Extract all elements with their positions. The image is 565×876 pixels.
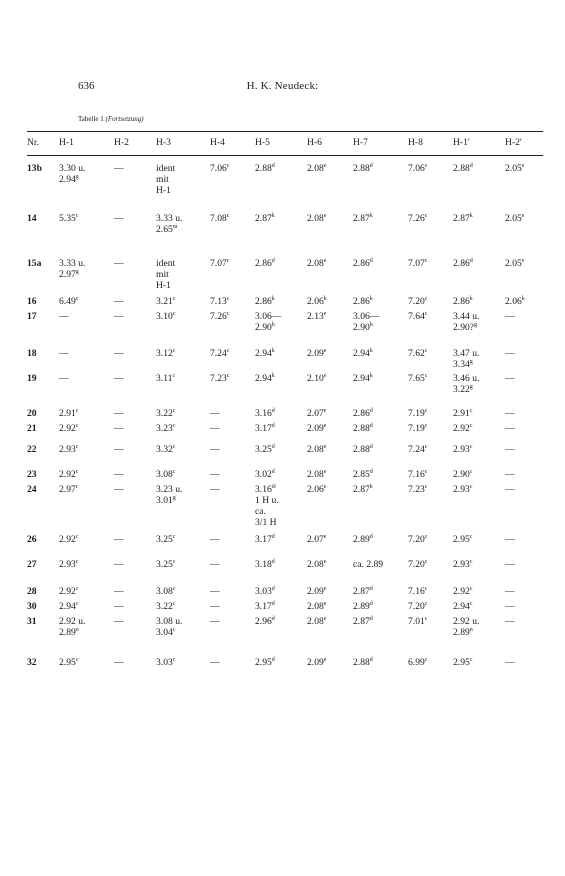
compound-number: 21 <box>27 423 37 434</box>
shift-value: — <box>210 444 220 455</box>
table-row <box>27 444 543 469</box>
shift-value: 7.01$^c$ <box>408 615 428 627</box>
shift-value: — <box>505 348 515 359</box>
compound-number: 30 <box>27 601 37 612</box>
shift-value: 2.94$^k$ <box>353 372 373 384</box>
shift-value: 2.06$^k$ <box>505 295 525 307</box>
shift-value: 2.87$^k$ <box>453 212 473 224</box>
shift-value: 2.05e <box>505 162 525 174</box>
shift-value: 2.06$^k$ <box>307 295 327 307</box>
shift-value: — <box>114 601 124 612</box>
shift-value: 2.95$^c$ <box>59 656 79 668</box>
compound-number: 19 <box>27 373 37 384</box>
shift-value: 2.91$^c$ <box>59 407 79 419</box>
shift-value: — <box>505 586 515 597</box>
nmr-data-table <box>27 131 543 682</box>
shift-value: 3.08 u. 3.04$^c$ <box>156 616 183 638</box>
table-body <box>27 155 543 682</box>
shift-value: 3.03$^c$ <box>156 656 176 668</box>
shift-value: — <box>505 408 515 419</box>
shift-value: — <box>210 534 220 545</box>
shift-value: 2.09e <box>307 585 327 597</box>
shift-value: 2.86$^d$ <box>255 257 275 269</box>
shift-value: 7.20$^c$ <box>408 295 428 307</box>
shift-value: 2.07e <box>307 407 327 419</box>
shift-value: 7.06$^c$ <box>408 162 428 174</box>
compound-number: 22 <box>27 444 37 455</box>
shift-value: 2.85$^d$ <box>353 468 373 480</box>
shift-value: — <box>505 559 515 570</box>
compound-number: 14 <box>27 213 37 224</box>
column-header: H-2′ <box>505 137 523 148</box>
shift-value: — <box>114 296 124 307</box>
shift-value: 3.23$^c$ <box>156 422 176 434</box>
shift-value: — <box>114 484 124 495</box>
table-row <box>27 296 543 311</box>
shift-value: 7.06$^c$ <box>210 162 230 174</box>
shift-value: 2.91$^c$ <box>453 407 473 419</box>
shift-value: 2.86$^k$ <box>453 295 473 307</box>
shift-value: 2.09e <box>307 656 327 668</box>
shift-value: 7.26$^c$ <box>210 310 230 322</box>
shift-value: 3.06— 2.90$^h$ <box>353 311 380 333</box>
compound-number: 32 <box>27 657 37 668</box>
shift-value: 7.24$^c$ <box>408 443 428 455</box>
caption-continuation: (Fortsetzung) <box>105 115 144 123</box>
shift-value: 2.95$^c$ <box>453 533 473 545</box>
shift-value: 2.08e <box>307 468 327 480</box>
shift-value: ident mit H-1 <box>156 258 176 291</box>
shift-value: 2.92$^c$ <box>453 585 473 597</box>
shift-value: 7.62$^c$ <box>408 347 428 359</box>
shift-value: — <box>210 469 220 480</box>
column-header: H-5 <box>255 137 270 148</box>
shift-value: 3.46 u. 3.22$^g$ <box>453 373 480 395</box>
column-header: Nr. <box>27 137 39 148</box>
shift-value: 7.65$^c$ <box>408 372 428 384</box>
page-number: 636 <box>78 80 95 92</box>
shift-value: $3.16^{d/}$ 1 H u. ca. 3/1 H <box>255 483 279 528</box>
shift-value: — <box>59 311 69 322</box>
shift-value: — <box>114 348 124 359</box>
shift-value: 2.92$^c$ <box>59 422 79 434</box>
shift-value: — <box>505 469 515 480</box>
column-header: H-7 <box>353 137 368 148</box>
shift-value: 7.07$^c$ <box>210 257 230 269</box>
column-header: H-2 <box>114 137 129 148</box>
shift-value: 3.11$^c$ <box>156 372 176 384</box>
shift-value: 6.49$^c$ <box>59 295 79 307</box>
table-row <box>27 408 543 423</box>
shift-value: 7.13$^c$ <box>210 295 230 307</box>
shift-value: 3.03$^d$ <box>255 585 275 597</box>
shift-value: 3.10$^c$ <box>156 310 176 322</box>
shift-value: 2.05e <box>505 257 525 269</box>
shift-value: 7.64$^c$ <box>408 310 428 322</box>
shift-value: 3.08$^c$ <box>156 468 176 480</box>
shift-value: 7.26$^c$ <box>408 212 428 224</box>
shift-value: — <box>59 373 69 384</box>
shift-value: — <box>210 616 220 627</box>
shift-value: — <box>114 616 124 627</box>
shift-value: 2.87$^d$ <box>353 585 373 597</box>
table-row <box>27 559 543 586</box>
shift-value: 3.16$^d$ <box>255 407 275 419</box>
shift-value: 2.88$^d$ <box>353 443 373 455</box>
shift-value: 2.89$^d$ <box>353 533 373 545</box>
shift-value: 2.92$^c$ <box>59 533 79 545</box>
shift-value: 3.47 u. 3.34$^g$ <box>453 348 480 370</box>
table-row <box>27 534 543 559</box>
shift-value: — <box>210 559 220 570</box>
shift-value: 7.24$^c$ <box>210 347 230 359</box>
shift-value: 7.20$^c$ <box>408 533 428 545</box>
shift-value: — <box>505 311 515 322</box>
shift-value: 2.94$^k$ <box>255 372 275 384</box>
shift-value: 2.08e <box>307 615 327 627</box>
shift-value: 2.97$^c$ <box>59 483 79 495</box>
shift-value: 2.88$^d$ <box>453 162 473 174</box>
column-header: H-1′ <box>453 137 471 148</box>
shift-value: 2.94$^c$ <box>453 600 473 612</box>
shift-value: — <box>210 601 220 612</box>
shift-value: — <box>114 373 124 384</box>
table-row <box>27 311 543 348</box>
shift-value: 7.20$^c$ <box>408 600 428 612</box>
table-row <box>27 373 543 408</box>
shift-value: 2.95$^d$ <box>255 656 275 668</box>
shift-value: 2.94$^k$ <box>255 347 275 359</box>
shift-value: 7.19$^c$ <box>408 422 428 434</box>
shift-value: 2.10e <box>307 372 327 384</box>
shift-value: — <box>114 423 124 434</box>
shift-value: 3.33 u. 2.65$^m$ <box>156 213 183 235</box>
compound-number: 15a <box>27 258 42 269</box>
table-row <box>27 601 543 616</box>
shift-value: 2.88$^d$ <box>353 656 373 668</box>
shift-value: ident mit H-1 <box>156 163 176 196</box>
shift-value: 3.25$^c$ <box>156 533 176 545</box>
shift-value: 2.96$^d$ <box>255 615 275 627</box>
shift-value: 3.21$^c$ <box>156 295 176 307</box>
column-header: H-6 <box>307 137 322 148</box>
compound-number: 23 <box>27 469 37 480</box>
shift-value: 2.08e <box>307 257 327 269</box>
shift-value: — <box>210 586 220 597</box>
compound-number: 31 <box>27 616 37 627</box>
table-row <box>27 423 543 444</box>
shift-value: 2.93$^c$ <box>453 558 473 570</box>
shift-value: 7.08$^c$ <box>210 212 230 224</box>
shift-value: 2.88$^d$ <box>353 422 373 434</box>
column-header: H-4 <box>210 137 225 148</box>
shift-value: 2.87$^k$ <box>353 212 373 224</box>
column-header: H-3 <box>156 137 171 148</box>
shift-value: 5.35$^c$ <box>59 212 79 224</box>
shift-value: 2.08e <box>307 443 327 455</box>
shift-value: — <box>114 534 124 545</box>
shift-value: 2.92 u. 2.89$^n$ <box>453 616 480 638</box>
shift-value: — <box>505 373 515 384</box>
table-row <box>27 616 543 657</box>
shift-value: — <box>505 484 515 495</box>
shift-value: 2.87$^k$ <box>353 483 373 495</box>
column-header: H-8 <box>408 137 423 148</box>
shift-value: 3.32$^c$ <box>156 443 176 455</box>
shift-value: 2.86$^k$ <box>353 295 373 307</box>
shift-value: 3.25$^d$ <box>255 443 275 455</box>
compound-number: 16 <box>27 296 37 307</box>
shift-value: — <box>210 484 220 495</box>
shift-value: 3.17$^d$ <box>255 422 275 434</box>
shift-value: 3.25$^c$ <box>156 558 176 570</box>
header-row <box>27 131 543 155</box>
shift-value: 6.99$^c$ <box>408 656 428 668</box>
compound-number: 20 <box>27 408 37 419</box>
shift-value: 2.92$^c$ <box>59 585 79 597</box>
shift-value: — <box>114 311 124 322</box>
compound-number: 28 <box>27 586 37 597</box>
table-row <box>27 484 543 534</box>
shift-value: — <box>210 423 220 434</box>
caption-label: Tabelle 1 <box>78 115 104 123</box>
table-row <box>27 213 543 258</box>
shift-value: 2.87$^d$ <box>353 615 373 627</box>
shift-value: 7.16$^c$ <box>408 468 428 480</box>
table-row <box>27 657 543 682</box>
shift-value: 7.23$^c$ <box>210 372 230 384</box>
shift-value: 2.93$^c$ <box>59 443 79 455</box>
shift-value: — <box>505 657 515 668</box>
table-row <box>27 155 543 213</box>
shift-value: 2.88$^d$ <box>255 162 275 174</box>
shift-value: 3.30 u. 2.94$^g$ <box>59 163 86 185</box>
shift-value: — <box>114 469 124 480</box>
shift-value: 3.44 u. 2.90?$^g$ <box>453 311 480 333</box>
shift-value: 2.08e <box>307 162 327 174</box>
shift-value: 2.93$^c$ <box>59 558 79 570</box>
table-row <box>27 469 543 484</box>
shift-value: 2.08e <box>307 558 327 570</box>
shift-value: 2.94$^k$ <box>353 347 373 359</box>
table-row <box>27 348 543 373</box>
shift-value: 2.90$^c$ <box>453 468 473 480</box>
shift-value: — <box>114 258 124 269</box>
shift-value: 2.92$^c$ <box>453 422 473 434</box>
shift-value: 2.89$^d$ <box>353 600 373 612</box>
shift-value: 2.95$^c$ <box>453 656 473 668</box>
shift-value: 2.05e <box>505 212 525 224</box>
compound-number: 26 <box>27 534 37 545</box>
shift-value: 3.23 u. 3.01$^g$ <box>156 484 183 506</box>
shift-value: 2.93$^c$ <box>453 443 473 455</box>
shift-value: — <box>505 444 515 455</box>
shift-value: — <box>114 408 124 419</box>
shift-value: 7.19$^c$ <box>408 407 428 419</box>
shift-value: — <box>114 163 124 174</box>
shift-value: — <box>114 657 124 668</box>
shift-value: 2.86$^k$ <box>255 295 275 307</box>
shift-value: 2.09e <box>307 422 327 434</box>
shift-value: 3.22$^c$ <box>156 600 176 612</box>
shift-value: — <box>114 444 124 455</box>
shift-value: 2.86$^d$ <box>353 257 373 269</box>
shift-value: 2.07e <box>307 533 327 545</box>
shift-value: 2.08e <box>307 600 327 612</box>
shift-value: 7.16$^c$ <box>408 585 428 597</box>
shift-value: ca. 2.89 <box>353 559 384 570</box>
shift-value: 2.06e <box>307 483 327 495</box>
shift-value: 3.02$^d$ <box>255 468 275 480</box>
compound-number: 13b <box>27 163 42 174</box>
shift-value: 2.92 u. 2.89$^n$ <box>59 616 86 638</box>
compound-number: 24 <box>27 484 37 495</box>
shift-value: — <box>114 586 124 597</box>
shift-value: — <box>114 559 124 570</box>
column-header: H-1 <box>59 137 74 148</box>
shift-value: 2.88$^d$ <box>353 162 373 174</box>
compound-number: 18 <box>27 348 37 359</box>
table-row <box>27 258 543 296</box>
shift-value: 3.08$^c$ <box>156 585 176 597</box>
compound-number: 27 <box>27 559 37 570</box>
shift-value: — <box>210 657 220 668</box>
running-head: H. K. Neudeck: <box>246 80 319 92</box>
shift-value: — <box>114 213 124 224</box>
shift-value: 2.94$^c$ <box>59 600 79 612</box>
shift-value: 3.06— 2.90$^h$ <box>255 311 282 333</box>
table-row <box>27 586 543 601</box>
shift-value: 7.23$^c$ <box>408 483 428 495</box>
shift-value: 7.20$^c$ <box>408 558 428 570</box>
shift-value: — <box>505 534 515 545</box>
shift-value: — <box>59 348 69 359</box>
shift-value: 3.17$^d$ <box>255 533 275 545</box>
shift-value: 2.86$^d$ <box>453 257 473 269</box>
shift-value: 2.08e <box>307 212 327 224</box>
shift-value: 2.13e <box>307 310 327 322</box>
shift-value: — <box>505 423 515 434</box>
shift-value: 7.07$^c$ <box>408 257 428 269</box>
shift-value: 3.17$^d$ <box>255 600 275 612</box>
shift-value: 2.92$^c$ <box>59 468 79 480</box>
shift-value: 2.09e <box>307 347 327 359</box>
shift-value: — <box>505 601 515 612</box>
shift-value: 2.87$^k$ <box>255 212 275 224</box>
table-caption <box>78 115 144 123</box>
shift-value: 3.22$^c$ <box>156 407 176 419</box>
shift-value: 3.12$^c$ <box>156 347 176 359</box>
shift-value: 3.18$^d$ <box>255 558 275 570</box>
shift-value: 3.33 u. 2.97$^g$ <box>59 258 86 280</box>
shift-value: 2.86$^d$ <box>353 407 373 419</box>
compound-number: 17 <box>27 311 37 322</box>
shift-value: — <box>505 616 515 627</box>
shift-value: — <box>210 408 220 419</box>
shift-value: 2.93$^c$ <box>453 483 473 495</box>
